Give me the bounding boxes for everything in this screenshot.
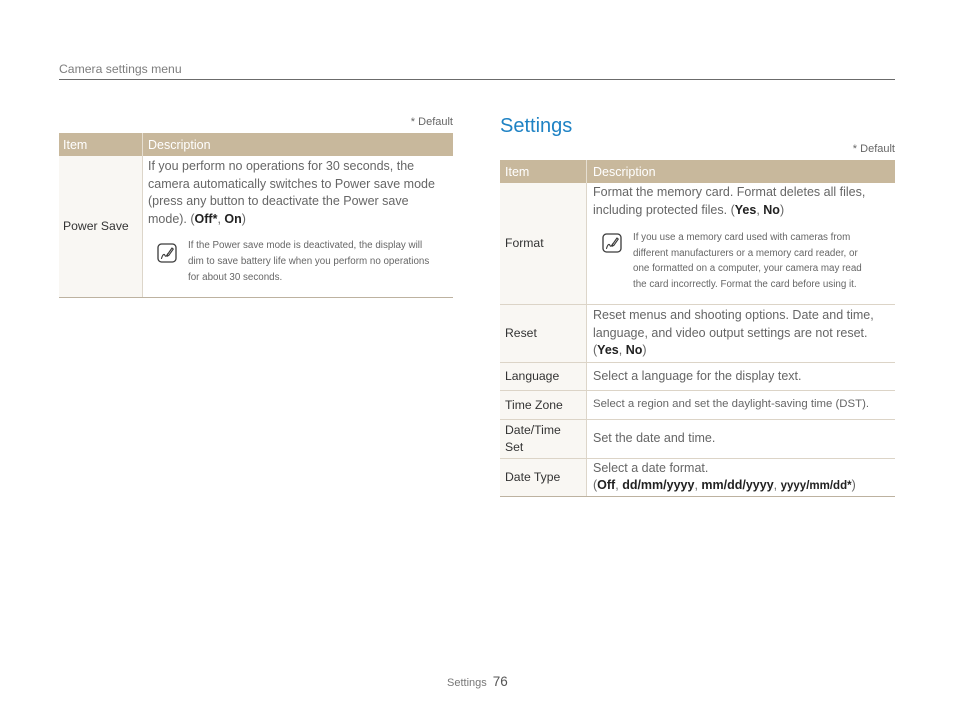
note-text: If you use a memory card used with cameras from different manufacturers or a memory card reader, or one formatted on a computer, your camera may read the card incorrectly. Format the card before using it. bbox=[633, 232, 862, 290]
header-rule bbox=[59, 79, 895, 80]
description-cell bbox=[587, 183, 895, 304]
option-value: No bbox=[625, 343, 643, 358]
description-text bbox=[148, 158, 445, 228]
table-header-row bbox=[59, 133, 453, 156]
description-segment: ) bbox=[241, 211, 246, 226]
date-format-options bbox=[593, 477, 889, 496]
description-text bbox=[593, 307, 889, 360]
description-cell bbox=[587, 391, 895, 419]
description-segment: Select a date format. bbox=[593, 460, 709, 475]
option-value: Off bbox=[597, 478, 616, 492]
settings-table bbox=[500, 160, 895, 497]
item-label: Language bbox=[500, 363, 587, 390]
default-note: * Default bbox=[852, 143, 895, 155]
description-text bbox=[593, 396, 889, 414]
table-row bbox=[59, 156, 453, 298]
footer-section-label: Settings bbox=[447, 677, 487, 689]
note-box bbox=[602, 230, 889, 292]
description-segment: ) bbox=[851, 478, 856, 492]
option-value: yyyy/mm/dd* bbox=[780, 480, 852, 492]
item-label: Date/Time Set bbox=[500, 420, 587, 458]
option-value: Off* bbox=[194, 211, 218, 226]
description-text bbox=[593, 368, 889, 386]
description-segment: Format the memory card. Format deletes all files, including protected files. ( bbox=[593, 185, 866, 217]
description-segment: ) bbox=[642, 343, 647, 358]
description-segment: Select a language for the display text. bbox=[593, 368, 802, 383]
column-header-item: Item bbox=[59, 133, 143, 156]
table-row-format bbox=[500, 183, 895, 305]
description-segment: , bbox=[618, 343, 626, 358]
table-row-language bbox=[500, 363, 895, 391]
description-segment: Reset menus and shooting options. Date and time, language, and video output settings are not reset. ( bbox=[593, 308, 874, 358]
table-row-date-time-set bbox=[500, 420, 895, 459]
option-value: Yes bbox=[734, 202, 757, 217]
column-header-description: Description bbox=[593, 164, 656, 179]
description-segment: , bbox=[217, 211, 225, 226]
description-cell bbox=[587, 305, 895, 362]
description-segment: , bbox=[756, 202, 764, 217]
description-cell bbox=[587, 459, 895, 496]
description-cell bbox=[143, 156, 453, 297]
page-footer bbox=[447, 674, 508, 691]
description-segment: , bbox=[694, 478, 702, 492]
description-segment: , bbox=[773, 478, 781, 492]
table-row-date-type bbox=[500, 459, 895, 497]
description-cell bbox=[587, 420, 895, 458]
description-segment: ) bbox=[779, 202, 785, 217]
description-text bbox=[593, 460, 889, 478]
column-header-item: Item bbox=[500, 160, 587, 183]
description-text bbox=[593, 430, 889, 448]
description-segment: ( bbox=[593, 478, 598, 492]
description-segment: If you perform no operations for 30 seconds, the camera automatically switches to Power save mode (press any button to deactivate the Power save mode). ( bbox=[148, 159, 435, 226]
section-title: Settings bbox=[500, 115, 573, 137]
option-value: Yes bbox=[597, 343, 619, 358]
option-value: dd/mm/yyyy bbox=[622, 478, 695, 492]
item-label: Power Save bbox=[59, 156, 143, 297]
table-header-row bbox=[500, 160, 895, 183]
description-segment: Select a region and set the daylight-saving time (DST). bbox=[593, 398, 870, 411]
note-pencil-icon bbox=[602, 233, 622, 253]
column-header-description: Description bbox=[148, 137, 211, 152]
item-label: Date Type bbox=[500, 459, 587, 496]
description-segment: Set the date and time. bbox=[593, 431, 716, 446]
note-box bbox=[157, 238, 445, 286]
table-row-time-zone bbox=[500, 391, 895, 420]
item-label: Reset bbox=[500, 305, 587, 362]
description-cell bbox=[587, 363, 895, 390]
option-value: mm/dd/yyyy bbox=[701, 478, 774, 492]
table-row-reset bbox=[500, 305, 895, 363]
page-number: 76 bbox=[492, 674, 508, 689]
default-note: * Default bbox=[410, 116, 453, 128]
item-label: Time Zone bbox=[500, 391, 587, 419]
power-save-table bbox=[59, 133, 453, 298]
description-text bbox=[593, 184, 889, 219]
note-text: If the Power save mode is deactivated, the display will dim to save battery life when you perform no operations for about 30 seconds. bbox=[188, 240, 430, 283]
note-pencil-icon bbox=[157, 243, 177, 263]
option-value: On bbox=[224, 211, 242, 226]
page-header-title: Camera settings menu bbox=[59, 62, 182, 76]
item-label: Format bbox=[500, 183, 587, 304]
option-value: No bbox=[763, 202, 780, 217]
description-segment: , bbox=[615, 478, 623, 492]
